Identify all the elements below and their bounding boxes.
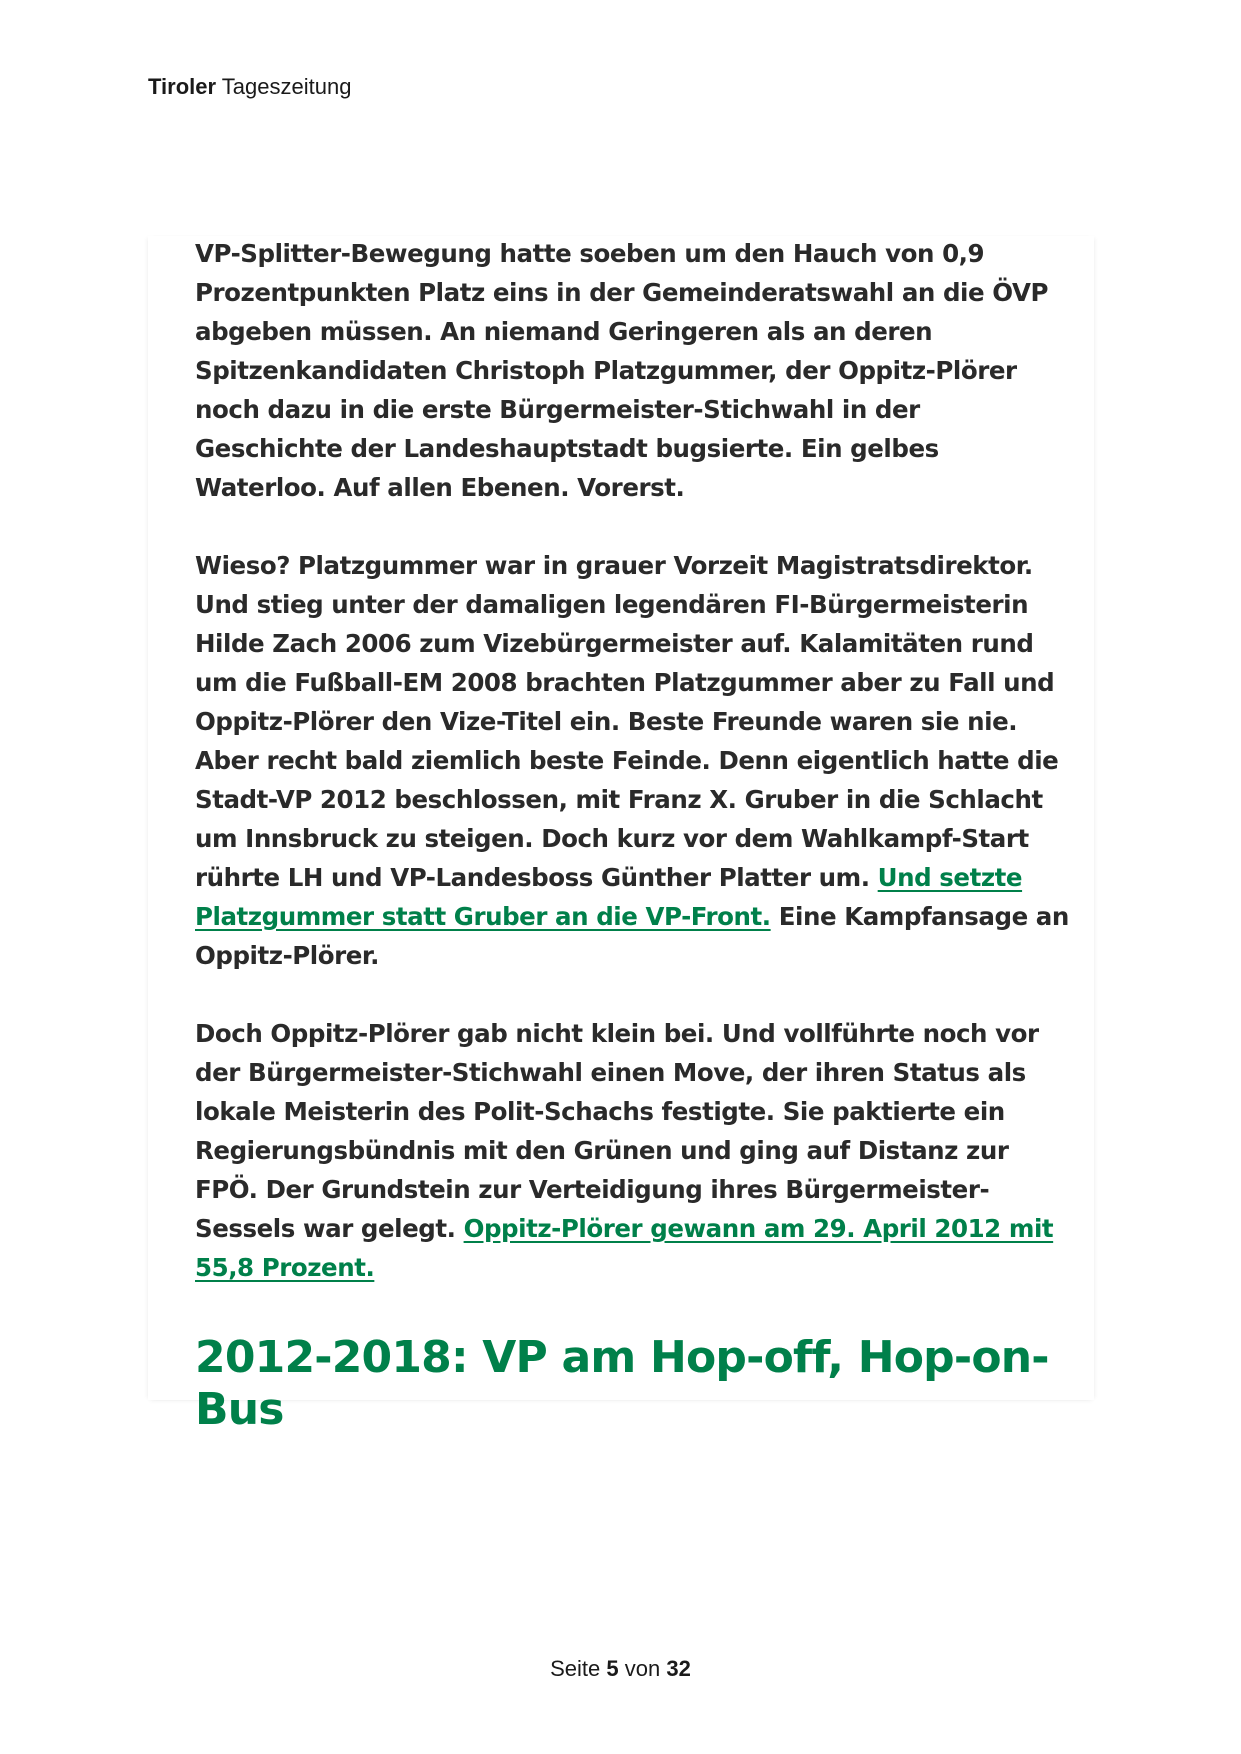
paragraph-text: Wieso? Platzgummer war in grauer Vorzeit Magistratsdirektor. Und stieg unter der damaligen legendären FI-Bürgermeisterin Hilde Zach 2006 zum Vizebürgermeister auf. Kalamitäten rund um die Fußball-EM 2008 brachten Platzgummer aber zu Fall und Oppitz-Plörer den Vize-Titel ein. Beste Freunde waren sie nie. Aber recht bald ziemlich beste Feinde. Denn eigentlich hatte die Stadt-VP 2012 beschlossen, mit Franz X. Gruber in die Schlacht um Innsbruck zu steigen. Doch kurz vor dem Wahlkampf-Start rührte LH und VP-Landesboss Günther Platter um. [195,551,1059,892]
article-paragraph [195,546,1075,975]
page-separator: von [624,1656,661,1681]
article-body [195,234,1075,1436]
article-link-platzgummer-front[interactable]: Und setzte Platzgummer statt Gruber an die VP-Front. [195,863,1023,931]
brand-name-bold: Tiroler [148,74,217,99]
current-page-number: 5 [606,1656,619,1681]
section-heading: 2012-2018: VP am Hop-off, Hop-on-Bus [195,1332,1049,1435]
paragraph-text: Eine Kampfansage an Oppitz-Plörer. [195,902,1069,970]
page-label: Seite [550,1656,601,1681]
paragraph-text: VP-Splitter-Bewegung hatte soeben um den Hauch von 0,9 Prozentpunkten Platz eins in der Gemeinderatswahl an die ÖVP abgeben müssen. An niemand Geringeren als an deren Spitzenkandidaten Christoph Platzgummer, der Oppitz-Plörer noch dazu in die erste Bürgermeister-Stichwahl in der Geschichte der Landeshauptstadt bugsierte. Ein gelbes Waterloo. Auf allen Ebenen. Vorerst. [195,239,1048,502]
paragraph-text: Doch Oppitz-Plörer gab nicht klein bei. Und vollführte noch vor der Bürgermeister-Stichwahl einen Move, der ihren Status als lokale Meisterin des Polit-Schachs festigte. Sie paktierte ein Regierungsbündnis mit den Grünen und ging auf Distanz zur FPÖ. Der Grundstein zur Verteidigung ihres Bürgermeister-Sessels war gelegt. [195,1019,1039,1243]
article-paragraph [195,1014,1075,1287]
article-paragraph [195,234,1075,507]
total-page-count: 32 [666,1656,691,1681]
page-footer [0,1656,1241,1682]
publication-header [148,74,351,100]
brand-name-regular: Tageszeitung [221,74,352,99]
article-link-election-result[interactable]: Oppitz-Plörer gewann am 29. April 2012 mit 55,8 Prozent. [195,1214,1054,1282]
